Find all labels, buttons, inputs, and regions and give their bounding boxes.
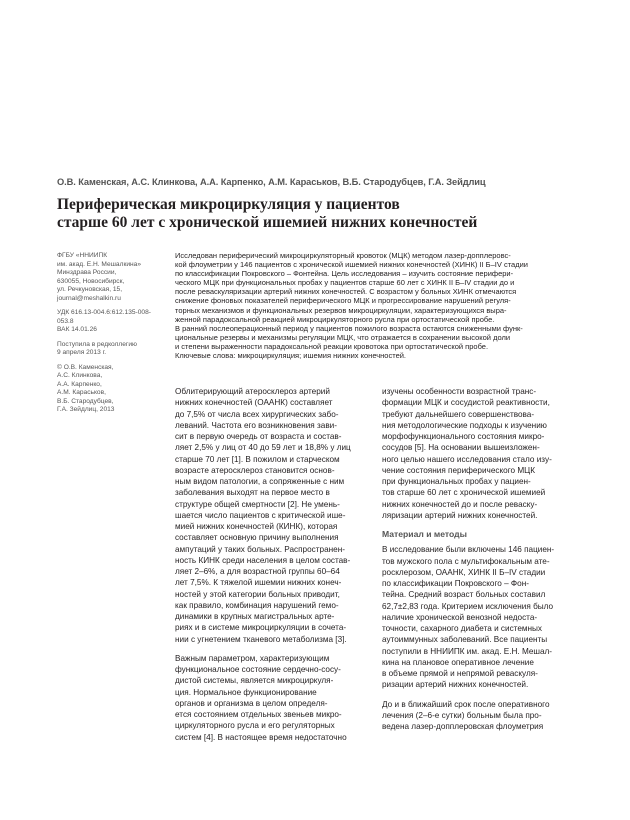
text-line: нижних конечностей (ОААНК) составляет (175, 398, 333, 408)
affiliation-line: им. акад. Е.Н. Мешалкина» (57, 260, 141, 268)
text-line: ризации артерий нижних конечностей. (382, 680, 529, 690)
text-line: лет 7,5%. К тяжелой ишемии нижних конеч- (175, 578, 342, 588)
text-line: аутоиммунных заболеваний. Все пациенты (382, 635, 548, 645)
text-line: изучены особенности возрастной транс- (382, 387, 537, 396)
copyright-line: © О.В. Каменская, (57, 363, 114, 371)
text-line: морфофункционального состояния микро- (382, 432, 545, 441)
text-line: циркуляторного русла и его регуляторных (175, 721, 335, 731)
affiliation-line: 630055, Новосибирск, (57, 277, 125, 285)
text-line: органов и организма в целом определя- (175, 698, 328, 708)
paragraph (382, 544, 582, 690)
body-column-right (382, 386, 582, 732)
text-line: риях и в системе микроциркуляции в сочета- (175, 623, 347, 633)
text-line: ляет 2–6%, а для возрастной группы 60–64 (175, 567, 340, 576)
text-line: ведена лазер-допплеровская флоуметрия (382, 722, 544, 731)
copyright (57, 364, 169, 415)
text-line: тов старше 60 лет с хронической ишемией (382, 488, 546, 498)
text-line: росклерозом, ОААНК, ХИНК II Б–IV стадии (382, 567, 546, 577)
text-line: структуре общей смертности [2]. Не умень- (175, 499, 340, 509)
text-line: В исследование были включены 146 пациен- (382, 545, 555, 555)
abstract-line: В ранний послеоперационный период у пациентов пожилого возраста остаются сниженными функ- (175, 323, 523, 333)
abstract-line: снижение фоновых показателей периферического МЦК и прогрессирование нарушений регуля- (175, 296, 511, 306)
affiliation-line: ФГБУ «ННИИПК (57, 252, 108, 259)
abstract-line: ческого МЦК при функциональных пробах у пациентов старше 60 лет с ХИНК II Б–IV стадии до и (175, 278, 515, 288)
udk-line: УДК 616.13-004.6:612.135-008- (57, 309, 151, 316)
paragraph (175, 653, 371, 743)
affiliation-line: Минздрава России, (57, 269, 117, 276)
text-line: ется состоянием отдельных звеньев микро- (175, 710, 342, 719)
text-line: шается число пациентов с критической ише- (175, 510, 346, 520)
text-line: тейна. Средний возраст больных составил (382, 590, 546, 600)
text-line: составляет основную причину выполнения (175, 533, 339, 543)
udk-line: 053.8 (57, 317, 74, 325)
text-line: динамики в крупных магистральных арте- (175, 612, 335, 621)
text-line: тов мужского пола с мультифокальным ате- (382, 556, 550, 566)
text-line: старше 70 лет [1]. В пожилом и старческом (175, 454, 340, 464)
body-column-left (175, 386, 371, 743)
text-line: функциональное состояние сердечно-сосу- (175, 665, 341, 674)
text-line: ность КИНК среди населения в целом состав- (175, 555, 351, 565)
abstract-line: и степени выраженности парадоксальной реакции кровотока при ортостатической пробе. (175, 341, 489, 351)
text-line: леваний. Частота его возникновения зави- (175, 420, 337, 430)
copyright-line: А.С. Клинкова, (57, 372, 103, 379)
text-line: возрасте атеросклероз становится основ- (175, 465, 335, 475)
text-line: заболевания выходят на первое место в (175, 488, 330, 498)
text-line: лечения (2–6-е сутки) больным была про- (382, 710, 542, 720)
authors: О.В. Каменская, А.С. Клинкова, А.А. Карпенко, А.М. Караськов, В.Б. Стародубцев, Г.А. Зейдлиц (57, 177, 486, 187)
text-line: поступили в ННИИПК им. акад. Е.Н. Мешал- (382, 646, 553, 656)
copyright-line: А.М. Караськов, (57, 389, 106, 396)
abstract (175, 251, 585, 360)
abstract-line: циональные резервы и механизмы регуляции МЦК, что отражается в сохранении высокой доли (175, 332, 511, 342)
text-line: по классификации Покровского – Фон- (382, 579, 529, 588)
affiliation (57, 252, 169, 303)
text-line: ляризации артерий нижних конечностей. (382, 510, 538, 520)
text-line: сосудов [5]. На основании вышеизложен- (382, 443, 540, 453)
text-line: как правило, комбинация нарушений гемо- (175, 600, 339, 610)
text-line: формации МЦК и сосудистой реактивности, (382, 398, 550, 408)
paragraph (175, 386, 371, 645)
text-line: ностей у этой категории больных приводит, (175, 589, 340, 599)
text-line: при функциональных пробах у пациен- (382, 477, 531, 486)
title-line: Периферическая микроциркуляция у пациентов (57, 196, 400, 213)
title-line: старше 60 лет с хронической ишемией нижних конечностей (57, 214, 478, 231)
text-line: ния методологические подходы к изучению (382, 420, 547, 430)
text-line: мией нижних конечностей (КИНК), которая (175, 522, 338, 531)
text-line: Облитерирующий атеросклероз артерий (175, 387, 330, 396)
copyright-line: Г.А. Зейдлиц, 2013 (57, 406, 115, 413)
copyright-line: В.Б. Стародубцев, (57, 397, 114, 405)
received-line: Поступила в редколлегию (57, 340, 137, 348)
copyright-line: А.А. Карпенко, (57, 380, 102, 388)
text-line: 62,7±2,83 года. Критерием исключения было (382, 601, 554, 611)
text-line: ным видом патологии, а сопряженные с ним (175, 477, 345, 486)
text-line: ного целью нашего исследования стало изу- (382, 454, 552, 464)
text-line: ция. Нормальное функционирование (175, 687, 317, 697)
udk-codes (57, 309, 169, 335)
received-date (57, 341, 169, 358)
affiliation-email: journal@meshalkin.ru (57, 294, 121, 302)
abstract-line: по классификации Покровского – Фонтейна. Цель исследования – изучить состояние перифери- (175, 269, 514, 279)
abstract-line: кой флоуметрии у 146 пациентов с хронической ишемией нижних конечностей (ХИНК) II Б–IV стадии (175, 260, 528, 270)
paragraph (382, 386, 582, 521)
text-line: чение состояния периферического МЦК (382, 465, 535, 475)
text-line: точности, сахарного диабета и системных (382, 624, 543, 633)
article-title (57, 196, 577, 232)
vak-line: ВАК 14.01.26 (57, 326, 97, 333)
text-line: нии с угнетением тканевого метаболизма [3]. (175, 634, 347, 644)
abstract-line: женной парадоксальной реакцией микроциркуляторного русла при ортостатической пробе. (175, 314, 495, 324)
abstract-line: Исследован периферический микроциркуляторный кровоток (МЦК) методом лазер-допплеровс- (175, 251, 511, 260)
abstract-line: Ключевые слова: микроциркуляция; ишемия нижних конечностей. (175, 351, 407, 361)
section-heading: Материал и методы (382, 529, 467, 539)
text-line: дистой системы, является микроциркуля- (175, 676, 334, 686)
text-line: наличие хронической венозной недоста- (382, 612, 538, 622)
text-line: ляет 2,5% у лиц от 40 до 59 лет и 18,8% у лиц (175, 443, 351, 453)
text-line: систем [4]. В настоящее время недостаточно (175, 732, 347, 742)
affiliation-line: ул. Речкуновская, 15, (57, 286, 123, 293)
text-line: кина на плановое оперативное лечение (382, 657, 534, 667)
abstract-line: торных механизмов и функциональных резервов микроциркуляции, характеризующихся выра- (175, 305, 507, 315)
received-line: 9 апреля 2013 г. (57, 349, 107, 356)
text-line: сит в первую очередь от возраста и состав- (175, 432, 342, 441)
text-line: нижних конечностей до и после реваску- (382, 499, 538, 509)
text-line: Важным параметром, характеризующим (175, 653, 330, 663)
text-line: в объеме прямой и непрямой реваскуля- (382, 669, 538, 678)
paragraph (382, 699, 582, 733)
article-sidebar (57, 252, 169, 415)
abstract-line: после реваскуляризации артерий нижних конечностей. С возрастом у больных ХИНК отмечаются (175, 287, 517, 297)
text-line: до 7,5% от числа всех хирургических забо- (175, 409, 339, 419)
text-line: требуют дальнейшего совершенствова- (382, 409, 535, 419)
text-line: ампутаций у таких больных. Распространен- (175, 544, 345, 554)
text-line: До и в ближайший срок после оперативного (382, 699, 550, 709)
